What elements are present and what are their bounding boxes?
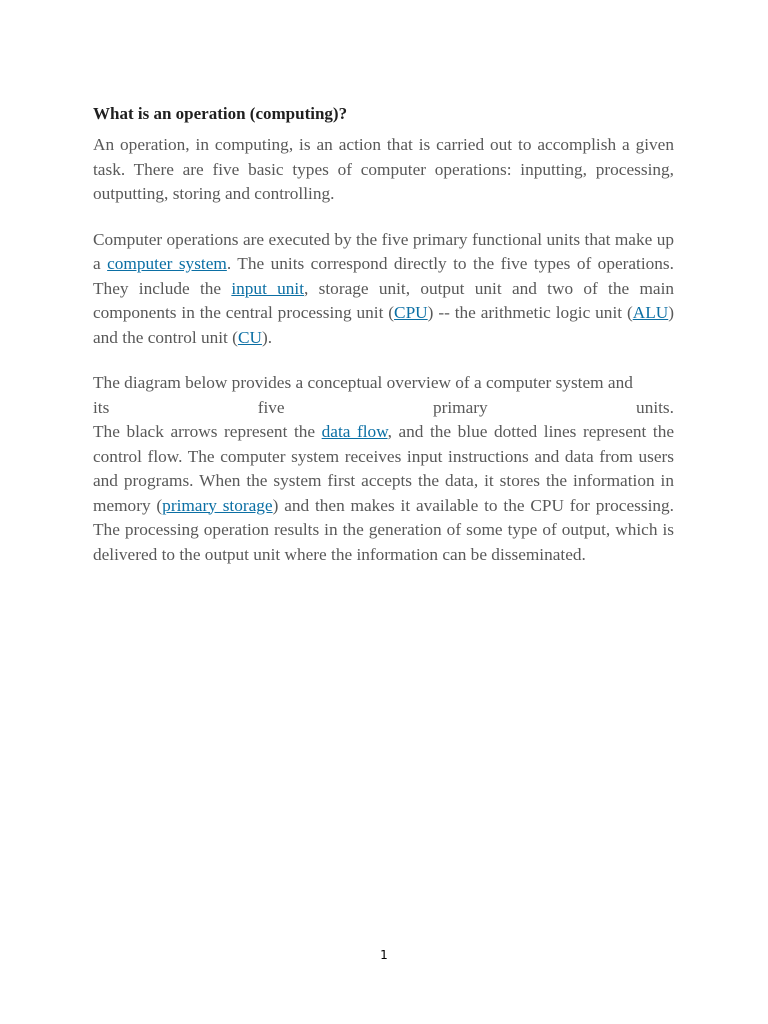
spread-word: primary <box>432 397 488 417</box>
link-cu[interactable]: CU <box>237 327 262 347</box>
text-segment: , and the blue dotted lines represent the control flow. The computer system receives input instructions and data from users and programs. When the system first accepts the data, it stores the information in memory ( <box>93 422 674 515</box>
link-alu[interactable]: ALU <box>632 303 669 322</box>
text-segment: ) and then makes it available to the CPU for processing. The processing operation results in the generation of some type of output, which is delivered to the output unit where the information can be disseminated. <box>93 495 674 564</box>
text-segment: , storage unit, output unit and two of the main components in the central processing unit ( <box>93 278 675 322</box>
text-segment: The black arrows represent the <box>93 422 322 441</box>
spread-word: its <box>93 397 110 417</box>
link-computer-system[interactable]: computer system <box>107 254 227 273</box>
link-input-unit[interactable]: input unit <box>231 278 305 298</box>
spread-word: five <box>257 397 285 417</box>
link-primary-storage[interactable]: primary storage <box>162 495 273 515</box>
link-data-flow[interactable]: data flow <box>321 422 388 441</box>
text-segment: ) and the control unit ( <box>93 303 675 347</box>
paragraph-functional-units <box>93 228 674 351</box>
paragraph-diagram-overview: The diagram below provides a conceptual overview of a computer system and <box>93 373 633 392</box>
text-segment: . The units correspond directly to the five types of operations. They include the <box>93 254 674 298</box>
text-segment: ) -- the arithmetic logic unit ( <box>427 303 633 322</box>
link-cpu[interactable]: CPU <box>394 303 428 322</box>
paragraph-intro: An operation, in computing, is an action that is carried out to accomplish a given task. There are five basic types of computer operations: inputting, processing, outputting, storing and controlling. <box>93 135 674 203</box>
spread-word: units. <box>636 397 674 417</box>
paragraph-data-flow <box>93 420 674 567</box>
text-segment: ). <box>261 327 273 347</box>
page-content <box>93 103 674 567</box>
page-number: 1 <box>380 948 388 962</box>
text-segment: Computer operations are executed by the five primary functional units that make up a <box>93 229 674 273</box>
spread-line <box>93 396 674 421</box>
page-heading: What is an operation (computing)? <box>93 104 348 123</box>
